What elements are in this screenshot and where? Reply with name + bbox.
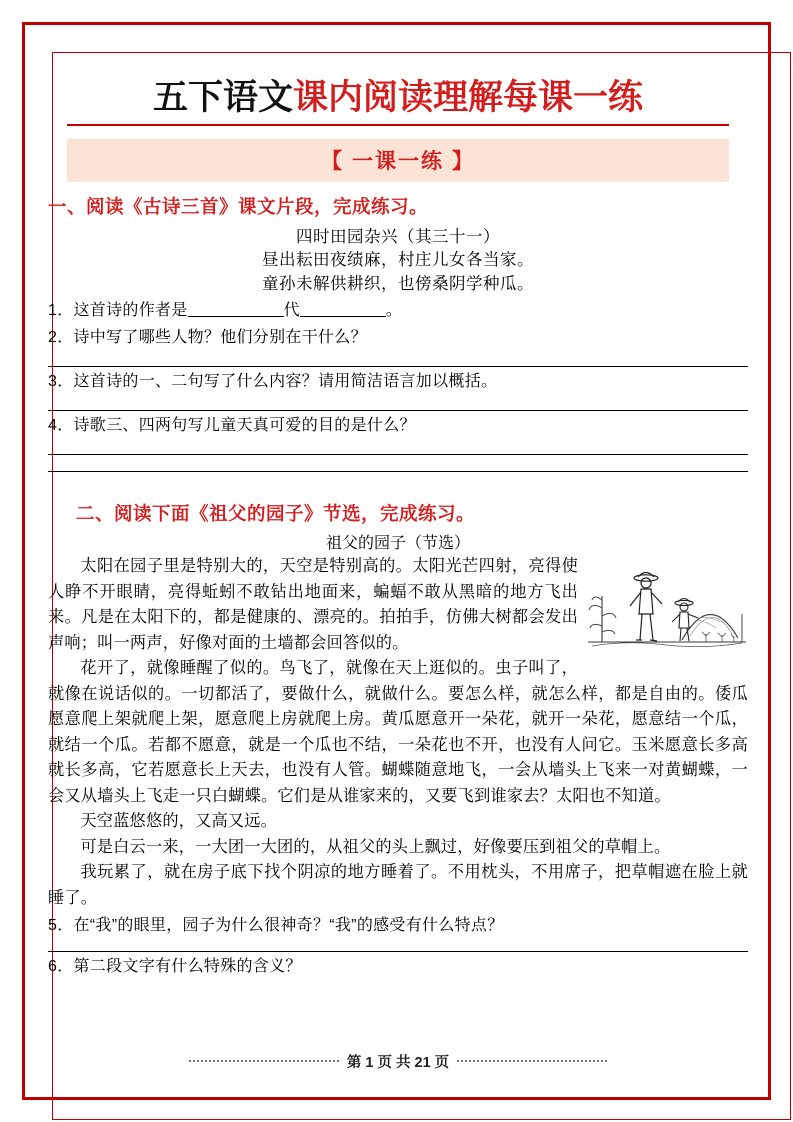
question-6-number: 6． [48,958,74,975]
question-5 [48,913,748,938]
question-2 [48,325,748,350]
question-1-text-after: 。 [385,302,403,319]
answer-line[interactable] [48,410,748,411]
section-heading-1: 一、阅读《古诗三首》课文片段，完成练习。 [48,196,429,217]
banner [67,139,729,182]
title-underline [67,124,729,126]
question-1-text-before: 这首诗的作者是 [73,302,188,319]
farm-scene-illustration [586,556,748,656]
passage-paragraph-3: 天空蓝悠悠的，又高又远。 [80,812,278,830]
question-1 [48,298,748,323]
question-1-text-mid: 代 [283,302,300,319]
section-heading-2: 二、阅读下面《祖父的园子》节选，完成练习。 [76,503,476,524]
question-5-text: 在“我”的眼里，园子为什么很神奇？“我”的感受有什么特点？ [73,917,504,934]
passage-paragraph-4: 可是白云一来，一大团一大团的，从祖父的头上飘过，好像要压到祖父的草帽上。 [80,837,671,856]
question-2-text: 诗中写了哪些人物？他们分别在干什么？ [73,329,367,346]
question-4 [48,413,748,438]
answer-line[interactable] [48,951,748,952]
answer-line[interactable] [48,471,748,472]
question-6 [48,954,748,979]
question-5-number: 5． [48,917,74,934]
passage-paragraph-1: 太阳在园子里是特别大的，天空是特别高的。太阳光芒四射，亮得使人睁不开眼睛，亮得蚯蚓不敢钻出地面来，蝙蝠不敢从黑暗的地方飞出来。凡是在太阳下的，都是健康的、漂亮的。拍拍手，仿佛大树都会发出声响；叫一两声，好像对面的土墙都会回答似的。 [48,557,578,652]
page-title-prefix: 五下语文 [152,78,293,117]
poem-title: 四时田园杂兴（其三十一） [296,228,500,246]
passage-paragraph-2: 花开了，就像睡醒了似的。鸟飞了，就像在天上逛似的。虫子叫了，就像在说话似的。一切都活了，要做什么，就做什么。要怎么样，就怎么样，都是自由的。倭瓜愿意爬上架就爬上架，愿意爬上房就爬上房。黄瓜愿意开一朵花，就开一朵花，愿意结一个瓜，就结一个瓜。若都不愿意，就是一个瓜也不结，一朵花也不开，也没有人问它。玉米愿意长多高就长多高，它若愿意长上天去，也没有人管。蝴蝶随意地飞，一会从墙头上飞来一对黄蝴蝶，一会又从墙头上飞走一只白蝴蝶。它们是从谁家来的，又要飞到谁家去？太阳也不知道。 [48,659,748,805]
question-2-number: 2． [48,329,74,346]
passage-title: 祖父的园子（节选） [325,535,470,552]
poem-line-1: 昼出耘田夜绩麻，村庄儿女各当家。 [262,251,534,269]
banner-label: 【 一课一练 】 [321,150,475,173]
page-content [48,48,748,1078]
question-4-text: 诗歌三、四两句写儿童天真可爱的目的是什么？ [73,417,416,434]
footer-rule-left [189,1060,339,1062]
footer-rule-right [457,1060,607,1062]
question-4-number: 4． [48,417,74,434]
poem-line-2: 童孙未解供耕织，也傍桑阴学种瓜。 [262,275,534,293]
page-footer [48,1051,748,1072]
question-3-number: 3． [48,373,74,390]
question-6-text: 第二段文字有什么特殊的含义？ [73,958,302,975]
passage-with-illustration [48,554,748,911]
page-title [48,76,748,120]
page-title-highlight: 课内阅读理解每课一练 [293,78,644,117]
footer-page-number: 第 1 页 共 21 页 [346,1055,450,1071]
question-1-blank-1[interactable] [188,301,284,317]
question-3 [48,369,748,394]
passage-paragraph-5: 我玩累了，就在房子底下找个阴凉的地方睡着了。不用枕头，不用席子，把草帽遮在脸上就睡了。 [48,863,748,907]
question-1-blank-2[interactable] [300,301,386,317]
answer-line[interactable] [48,366,748,367]
question-3-text: 这首诗的一、二句写了什么内容？请用简洁语言加以概括。 [73,373,498,390]
question-1-number: 1． [48,302,74,319]
answer-line[interactable] [48,454,748,455]
